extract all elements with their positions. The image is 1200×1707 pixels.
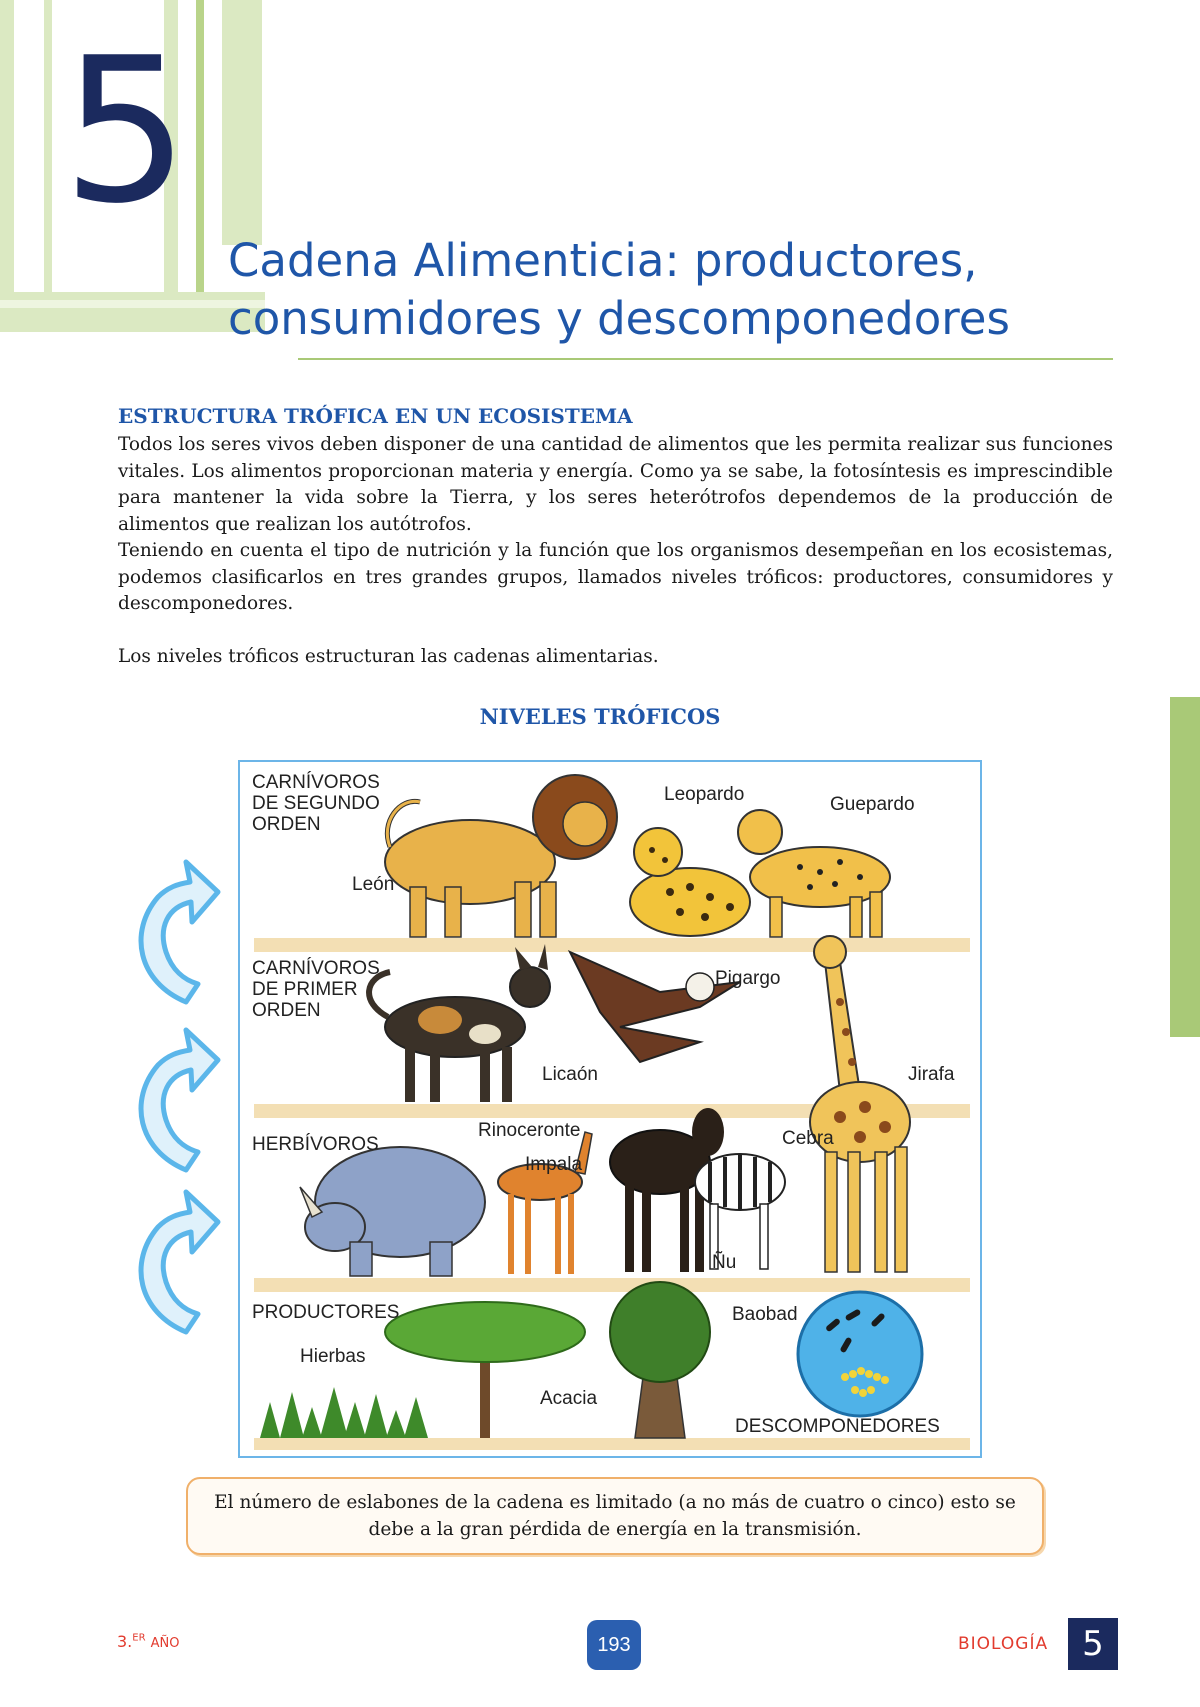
label-giraffe: Jirafa	[908, 1064, 955, 1085]
level-label-herbivores: HERBÍVOROS	[252, 1134, 379, 1155]
label-leopard: Leopardo	[664, 784, 745, 805]
body-text	[118, 432, 1113, 670]
header-stripe	[222, 0, 262, 245]
footer-grade	[117, 1632, 180, 1651]
energy-arrows	[128, 852, 238, 1362]
label-eagle: Pigargo	[715, 968, 781, 989]
label-wild-dog: Licaón	[542, 1064, 598, 1085]
decomposers-illustration	[798, 1292, 922, 1416]
curved-arrow-icon	[141, 862, 218, 1002]
level-label-carnivores-1: CARNÍVOROS DE PRIMER ORDEN	[252, 958, 380, 1021]
side-tab	[1170, 697, 1200, 1037]
cheetah-illustration	[738, 810, 890, 937]
paragraph: Todos los seres vivos deben disponer de una cantidad de alimentos que les permita realizar sus funciones vitales. Los alimentos proporcionan materia y energía. Como ya se sabe, la fotosíntesis es imprescindible para mantener la vida sobre la Tierra, y los seres heterótrofos dependemos de la producción de alimentos que realizan los autótrofos.	[118, 434, 1113, 535]
label-cheetah: Guepardo	[830, 794, 915, 815]
curved-arrow-icon	[141, 1030, 218, 1170]
label-acacia: Acacia	[540, 1388, 598, 1409]
label-zebra: Cebra	[782, 1128, 834, 1149]
footer-grade-number: 3.	[117, 1632, 133, 1651]
title-underline	[298, 358, 1113, 360]
header-stripe	[44, 0, 52, 292]
trophic-levels-figure	[238, 760, 982, 1458]
label-grass: Hierbas	[300, 1346, 366, 1367]
ground-band	[254, 1278, 970, 1292]
level-label-producers: PRODUCTORES	[252, 1302, 400, 1323]
chapter-number: 5	[62, 15, 186, 248]
title-line-1: Cadena Alimenticia: productores,	[228, 234, 978, 287]
title-line-2: consumidores y descomponedores	[228, 292, 1010, 345]
leopard-illustration	[630, 828, 750, 936]
figure-title: NIVELES TRÓFICOS	[479, 704, 721, 729]
ground-band	[254, 938, 970, 952]
level-label-carnivores-2: CARNÍVOROS DE SEGUNDO ORDEN	[252, 772, 380, 835]
header-stripe	[0, 0, 14, 292]
note-box: El número de eslabones de la cadena es limitado (a no más de cuatro o cinco) esto se debe a la gran pérdida de energía en la transmisión.	[186, 1477, 1044, 1555]
footer-grade-sup: ER	[132, 1632, 146, 1644]
grass-illustration	[260, 1387, 428, 1438]
baobab-illustration	[610, 1282, 710, 1438]
footer-grade-word: AÑO	[150, 1636, 180, 1651]
curved-arrow-icon	[141, 1192, 218, 1332]
lion-illustration	[385, 775, 617, 937]
page-number: 193	[587, 1620, 641, 1670]
label-lion: León	[352, 874, 395, 895]
zebra-illustration	[695, 1154, 785, 1269]
section-heading: ESTRUCTURA TRÓFICA EN UN ECOSISTEMA	[118, 404, 633, 428]
rhino-illustration	[300, 1147, 485, 1276]
label-wildebeest: Ñu	[712, 1252, 737, 1273]
header-band	[0, 300, 265, 308]
paragraph: Teniendo en cuenta el tipo de nutrición y la función que los organismos desempeñan en los ecosistemas, podemos clasificarlos en tres grandes grupos, llamados niveles tróficos: productores, consumidores y descomponedores.	[118, 540, 1113, 614]
label-baobab: Baobad	[732, 1304, 798, 1325]
wild-dog-illustration	[369, 944, 550, 1102]
label-impala: Impala	[525, 1154, 583, 1175]
paragraph: Los niveles tróficos estructuran las cadenas alimentarias.	[118, 645, 659, 667]
header-band	[0, 292, 265, 332]
label-rhino: Rinoceronte	[478, 1120, 581, 1141]
footer-subject: BIOLOGÍA	[958, 1634, 1049, 1654]
header-stripe	[196, 0, 204, 292]
giraffe-illustration	[810, 936, 910, 1272]
page-title	[228, 232, 1128, 348]
ground-band	[254, 1438, 970, 1450]
level-label-decomposers: DESCOMPONEDORES	[735, 1416, 940, 1437]
footer-unit-number: 5	[1068, 1618, 1118, 1670]
